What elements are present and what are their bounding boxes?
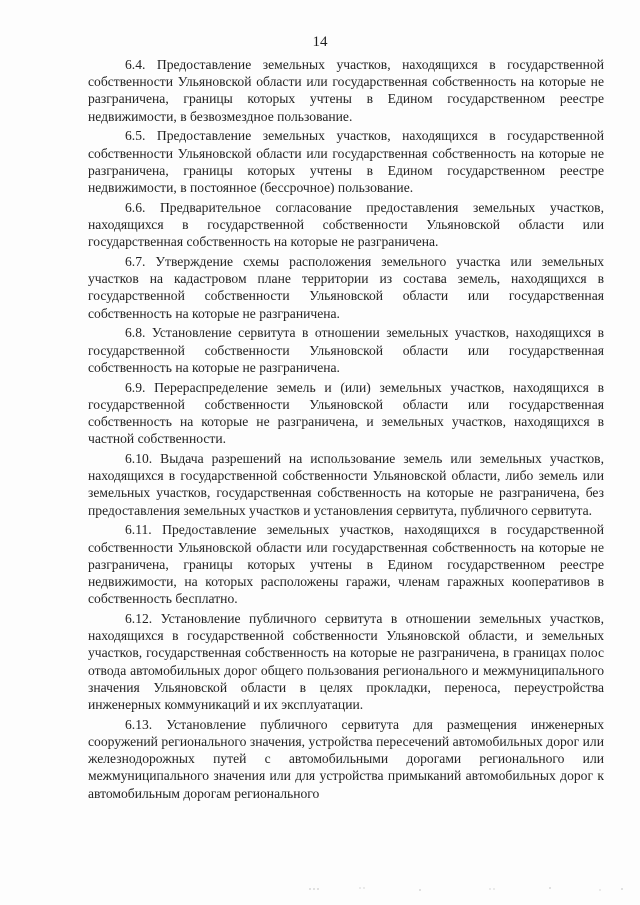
paragraph-6-12: 6.12. Установление публичного сервитута в отношении земельных участков, находящихся в государственной собственности Ульяновской области, и земельных участков, государственная собственность на которые не разграничена, в границах полос отвода автомобильных дорог общего пользования регионального и межмуниципального значения Ульяновской области в целях прокладки, переноса, переустройства инженерных коммуникаций и их эксплуатации. xyxy=(88,611,604,713)
paragraph-6-6: 6.6. Предварительное согласование предоставления земельных участков, находящихся в государственной собственности Ульяновской области или государственная собственность на которые не разграничена. xyxy=(88,199,604,250)
paragraph-6-10: 6.10. Выдача разрешений на использование земель или земельных участков, находящихся в государственной собственности Ульяновской области, либо земель или земельных участков, государственная собственность на которые не разграничена, без предоставления земельных участков и установления сервитута, публичного сервитута. xyxy=(88,451,604,518)
paragraph-6-13: 6.13. Установление публичного сервитута для размещения инженерных сооружений регионального значения, устройства пересечений автомобильных дорог или железнодорожных путей с автомобильными дорогами регионального или межмуниципального значения или для устройства примыканий автомобильных дорог к автомобильным дорогам регионального xyxy=(88,716,604,801)
paragraph-6-7: 6.7. Утверждение схемы расположения земельного участка или земельных участков на кадастровом плане территории из состава земель, находящихся в государственной собственности Ульяновской области или государственная собственность на которые не разграничена. xyxy=(88,254,604,321)
paragraph-6-9: 6.9. Перераспределение земель и (или) земельных участков, находящихся в государственной собственности Ульяновской области или государственная собственность на которые не разграничена, и земельных участков, находящихся в частной собственности. xyxy=(88,379,604,447)
document-body xyxy=(88,56,604,804)
paragraph-6-5: 6.5. Предоставление земельных участков, находящихся в государственной собственности Ульяновской области или государственная собственность на которые не разграничена, границы которых учтены в Едином государственном реестре недвижимости, в постоянное (бессрочное) пользование. xyxy=(88,128,604,196)
scan-noise xyxy=(300,884,630,894)
paragraph-6-8: 6.8. Установление сервитута в отношении земельных участков, находящихся в государственной собственности Ульяновской области или государственная собственность на которые не разграничена. xyxy=(88,325,604,375)
paragraph-6-4: 6.4. Предоставление земельных участков, находящихся в государственной собственности Ульяновской области или государственная собственность на которые не разграничена, границы которых учтены в Едином государственном реестре недвижимости, в безвозмездное пользование. xyxy=(88,57,604,124)
page-number: 14 xyxy=(312,34,328,50)
paragraph-6-11: 6.11. Предоставление земельных участков, находящихся в государственной собственности Ульяновской области или государственная собственность на которые не разграничена, границы которых учтены в Едином государственном реестре недвижимости, на которых расположены гаражи, членам гаражных кооперативов в собственность бесплатно. xyxy=(88,522,604,607)
